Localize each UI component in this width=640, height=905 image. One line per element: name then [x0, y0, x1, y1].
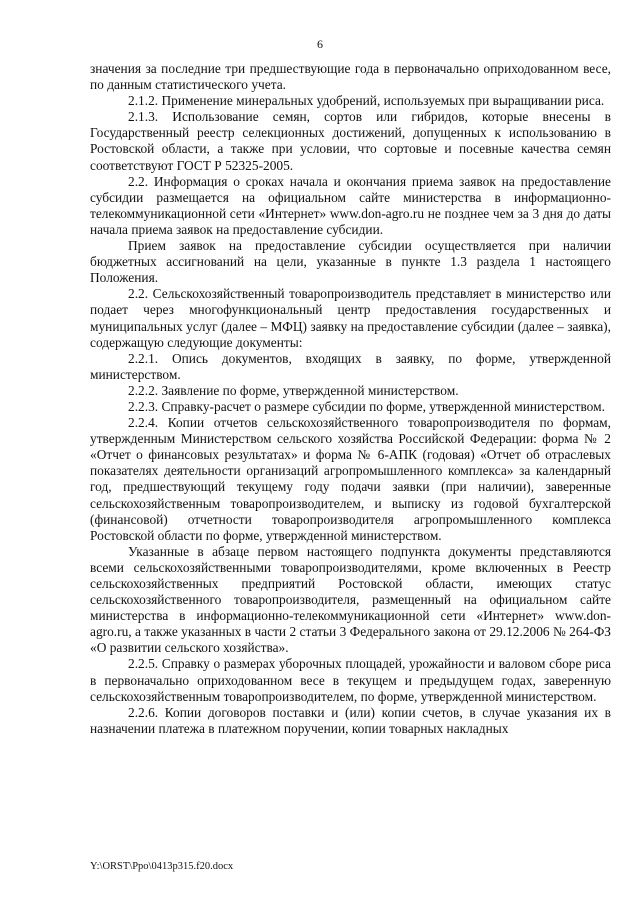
- paragraph: 2.2.3. Справку-расчет о размере субсидии по форме, утвержденной министерством.: [128, 398, 605, 414]
- paragraph: 2.2. Сельскохозяйственный товаропроизводитель представляет в министерство или подает через многофункциональный центр предоставления государственных и муниципальных услуг (далее – МФЦ) заявку на предоставление субсидии (далее – заявка), содержащую следующие документы:: [90, 286, 611, 350]
- page-number: 6: [317, 37, 323, 51]
- paragraph: 2.2. Информация о сроках начала и окончания приема заявок на предоставление субсидии размещается на официальном сайте министерства в информационно-телекоммуникационной сети «Интернет» www.don-agro.ru не позднее чем за 3 дня до даты начала приема заявок на предоставление субсидии.: [90, 173, 611, 237]
- paragraph: Указанные в абзаце первом настоящего подпункта документы представляются всеми сельскохозяйственными товаропроизводителями, кроме включенных в Реестр сельскохозяйственных предприятий Ростовской области, имеющих статус сельскохозяйственного товаропроизводителя, размещенный на официальном сайте министерства в информационно-телекоммуникационной сети «Интернет» www.don-agro.ru, а также указанных в части 2 статьи 3 Федерального закона от 29.12.2006 № 264-ФЗ «О развитии сельского хозяйства».: [90, 543, 611, 656]
- paragraph: значения за последние три предшествующие года в первоначально оприходованном весе, по данным статистического учета.: [90, 61, 611, 93]
- paragraph: 2.2.5. Справку о размерах уборочных площадей, урожайности и валовом сборе риса в первоначально оприходованном весе в текущем и предыдущем годах, заверенную сельскохозяйственным товаропроизводителем, по форме, утвержденной министерством.: [90, 656, 611, 704]
- paragraph: 2.2.6. Копии договоров поставки и (или) копии счетов, в случае указания их в назначении платежа в платежном поручении, копии товарных накладных: [90, 704, 611, 736]
- paragraph: 2.1.3. Использование семян, сортов или гибридов, которые внесены в Государственный реестр селекционных достижений, допущенных к использованию в Ростовской области, а также при условии, что сортовые и посевные качества семян соответствуют ГОСТ Р 52325-2005.: [90, 109, 611, 173]
- paragraph: 2.2.4. Копии отчетов сельскохозяйственного товаропроизводителя по формам, утвержденным Министерством сельского хозяйства Российской Федерации: форма № 2 «Отчет о финансовых результатах» и форма № 6-АПК (годовая) «Отчет об отраслевых показателях деятельности организаций агропромышленного комплекса» за календарный год, предшествующий текущему году подачи заявки (при наличии), заверенные сельскохозяйственным товаропроизводителем, и выписку из годовой бухгалтерской (финансовой) отчетности товаропроизводителя агропромышленного комплекса Ростовской области по форме, утвержденной министерством.: [90, 415, 611, 543]
- paragraph: 2.1.2. Применение минеральных удобрений, используемых при выращивании риса.: [128, 93, 605, 109]
- document-body: [90, 61, 611, 737]
- footer-file-path: Y:\ORST\Ppo\0413p315.f20.docx: [90, 861, 234, 872]
- paragraph: 2.2.2. Заявление по форме, утвержденной министерством.: [128, 382, 459, 398]
- paragraph: 2.2.1. Опись документов, входящих в заявку, по форме, утвержденной министерством.: [90, 350, 611, 382]
- paragraph: Прием заявок на предоставление субсидии осуществляется при наличии бюджетных ассигнований на цели, указанные в пункте 1.3 раздела 1 настоящего Положения.: [90, 238, 611, 286]
